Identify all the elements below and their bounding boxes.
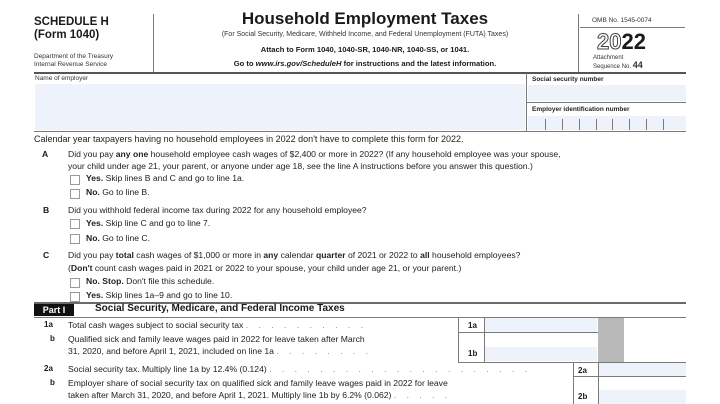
question-a-no-label bbox=[86, 187, 150, 198]
attach-instruction: Attach to Form 1040, 1040-SR, 1040-NR, 1040-SS, or 1041. bbox=[260, 45, 470, 54]
schedule-name: SCHEDULE H bbox=[34, 16, 109, 28]
question-a-text bbox=[68, 149, 561, 160]
line-2a-number: 2a bbox=[44, 364, 53, 373]
qc-b4: all bbox=[420, 250, 430, 260]
qc-no-bold: No. Stop. bbox=[86, 276, 124, 286]
qc-p4: of 2021 or 2022 to bbox=[345, 250, 421, 260]
sequence-label: Sequence No. bbox=[593, 64, 632, 70]
qa-pre: Did you pay bbox=[68, 149, 116, 159]
ssn-label: Social security number bbox=[532, 76, 604, 83]
line-2b-number: b bbox=[50, 378, 55, 387]
qc-p1: Did you pay bbox=[68, 250, 116, 260]
ein-tick bbox=[646, 119, 647, 130]
dept-line-1: Department of the Treasury bbox=[34, 53, 114, 60]
omb-divider bbox=[580, 27, 685, 28]
department bbox=[34, 53, 113, 69]
question-c-letter: C bbox=[43, 250, 50, 260]
employer-bottom-rule bbox=[34, 131, 686, 132]
part1-title: Social Security, Medicare, and Federal Income Taxes bbox=[95, 303, 345, 314]
ein-tick bbox=[545, 119, 546, 130]
line-2a-rule bbox=[573, 376, 686, 377]
ein-tick bbox=[612, 119, 613, 130]
employer-name-input[interactable] bbox=[35, 84, 525, 130]
ein-tick bbox=[579, 119, 580, 130]
shaded-column bbox=[598, 318, 624, 362]
box-1a-label: 1a bbox=[468, 321, 477, 330]
box-1b-label: 1b bbox=[468, 349, 478, 358]
question-b-yes-label bbox=[86, 218, 210, 229]
goto-suffix: for instructions and the latest information. bbox=[341, 59, 497, 68]
qc-no-text: Don't file this schedule. bbox=[123, 276, 215, 286]
tax-year bbox=[597, 30, 646, 54]
box-2b-label: 2b bbox=[578, 392, 588, 401]
line-2b-desc2: taken after March 31, 2020, and before April 1, 2021. Multiply line 1b by 6.2% (0.062) bbox=[68, 390, 392, 400]
line-1a-input[interactable] bbox=[485, 318, 597, 332]
qa-yes-bold: Yes. bbox=[86, 173, 104, 183]
box-col-left bbox=[458, 318, 459, 362]
qc-l2-post: count cash wages paid in 2021 or 2022 to your spouse, your child under age 21, or your parent.) bbox=[92, 263, 462, 273]
qc-l2-pre: ( bbox=[68, 263, 71, 273]
line-1b-number: b bbox=[50, 334, 55, 343]
qc-l2-bold: Don't bbox=[70, 263, 93, 273]
question-a-line2: your child under age 21, your parent, or anyone under age 18, see the line A instructions before you answer this question.) bbox=[68, 161, 533, 171]
qb-no-text: Go to line C. bbox=[99, 233, 150, 243]
line-2b-text: Employer share of social security tax on qualified sick and family leave wages paid in 2022 for leave bbox=[68, 378, 448, 388]
qa-bold: any one bbox=[115, 149, 149, 159]
question-a-yes-checkbox[interactable] bbox=[70, 175, 80, 185]
attachment-sequence bbox=[593, 55, 643, 71]
employer-name-label: Name of employer bbox=[35, 75, 89, 82]
qc-b3: quarter bbox=[315, 250, 346, 260]
header-divider-left bbox=[153, 14, 154, 72]
qc-b1: total bbox=[115, 250, 134, 260]
line-2a-text bbox=[68, 364, 531, 375]
question-b-yes-checkbox[interactable] bbox=[70, 219, 80, 229]
qa-no-bold: No. bbox=[86, 187, 100, 197]
qc-p5: household employees? bbox=[429, 250, 521, 260]
irs-link[interactable]: www.irs.gov/ScheduleH bbox=[255, 59, 342, 68]
question-a-yes-label bbox=[86, 173, 244, 184]
question-c-no-label bbox=[86, 276, 214, 287]
qc-b2: any bbox=[263, 250, 279, 260]
line-1a-rule bbox=[458, 332, 598, 333]
year-outline: 20 bbox=[597, 29, 622, 54]
qc-p2: cash wages of $1,000 or more in bbox=[133, 250, 264, 260]
header-divider-right bbox=[578, 14, 579, 72]
question-c-text bbox=[68, 250, 520, 261]
line-1b-input[interactable] bbox=[485, 347, 597, 361]
box-2a-label: 2a bbox=[578, 366, 587, 375]
leader-dots: . . . . . . . . . . . . . . . . . . . . . bbox=[269, 364, 532, 374]
qa-no-text: Go to line B. bbox=[99, 187, 150, 197]
line-1b-desc2: 31, 2020, and before April 1, 2021, included on line 1a bbox=[68, 346, 274, 356]
form-subtitle: (For Social Security, Medicare, Withheld Income, and Federal Unemployment (FUTA) Taxes) bbox=[221, 31, 509, 38]
line-2a-input[interactable] bbox=[599, 363, 686, 376]
line-2a-desc: Social security tax. Multiply line 1a by 12.4% (0.124) bbox=[68, 364, 267, 374]
question-b-text: Did you withhold federal income tax during 2022 for any household employee? bbox=[68, 205, 367, 215]
question-b-no-checkbox[interactable] bbox=[70, 234, 80, 244]
ssn-divider bbox=[527, 102, 686, 103]
line-2b-text2 bbox=[68, 390, 451, 401]
no-employees-notice: Calendar year taxpayers having no household employees in 2022 don't have to complete this form for 2022. bbox=[34, 134, 464, 144]
leader-dots: . . . . . . . . bbox=[276, 346, 373, 356]
question-a-no-checkbox[interactable] bbox=[70, 189, 80, 199]
line-1b-text2 bbox=[68, 346, 372, 357]
schedule-id bbox=[34, 16, 109, 42]
leader-dots: . . . . . . . . . . bbox=[245, 320, 368, 330]
omb-number: OMB No. 1545-0074 bbox=[592, 17, 652, 24]
ein-tick bbox=[663, 119, 664, 130]
year-bold: 22 bbox=[621, 29, 646, 54]
question-c-yes-label bbox=[86, 290, 232, 301]
line-1a-desc: Total cash wages subject to social security tax bbox=[68, 320, 244, 330]
question-c-yes-checkbox[interactable] bbox=[70, 292, 80, 302]
attachment-label: Attachment bbox=[593, 55, 624, 61]
ein-tick bbox=[562, 119, 563, 130]
qb-no-bold: No. bbox=[86, 233, 100, 243]
qc-p3: calendar bbox=[278, 250, 316, 260]
line-1a-number: 1a bbox=[44, 320, 53, 329]
form-number: (Form 1040) bbox=[34, 29, 100, 41]
dept-line-2: Internal Revenue Service bbox=[34, 61, 107, 68]
qc-yes-bold: Yes. bbox=[86, 290, 104, 300]
qb-yes-bold: Yes. bbox=[86, 218, 104, 228]
ssn-input[interactable] bbox=[528, 85, 686, 101]
ein-label: Employer identification number bbox=[532, 106, 630, 113]
sequence-number: 44 bbox=[632, 60, 643, 70]
box2-col-left bbox=[573, 362, 574, 404]
goto-prefix: Go to bbox=[233, 59, 256, 68]
line-1b-text: Qualified sick and family leave wages paid in 2022 for leave taken after March bbox=[68, 334, 365, 344]
question-b-no-label bbox=[86, 233, 150, 244]
part1-tag: Part I bbox=[34, 304, 74, 316]
goto-instruction bbox=[155, 59, 575, 68]
question-b-letter: B bbox=[43, 205, 50, 215]
question-a-letter: A bbox=[42, 149, 49, 159]
header-bottom-rule bbox=[34, 72, 686, 74]
ein-tick bbox=[629, 119, 630, 130]
qa-post: household employee cash wages of $2,400 or more in 2022? (If any household employee was your spouse, bbox=[148, 149, 561, 159]
question-c-line2 bbox=[68, 263, 461, 274]
ein-tick bbox=[596, 119, 597, 130]
question-c-no-checkbox[interactable] bbox=[70, 278, 80, 288]
line-1a-text bbox=[68, 320, 367, 331]
qc-yes-text: Skip lines 1a–9 and go to line 10. bbox=[103, 290, 233, 300]
qb-yes-text: Skip line C and go to line 7. bbox=[103, 218, 211, 228]
leader-dots: . . . . . bbox=[393, 390, 452, 400]
line-2b-input[interactable] bbox=[599, 390, 686, 404]
qa-yes-text: Skip lines B and C and go to line 1a. bbox=[103, 173, 245, 183]
form-title: Household Employment Taxes bbox=[241, 9, 489, 28]
